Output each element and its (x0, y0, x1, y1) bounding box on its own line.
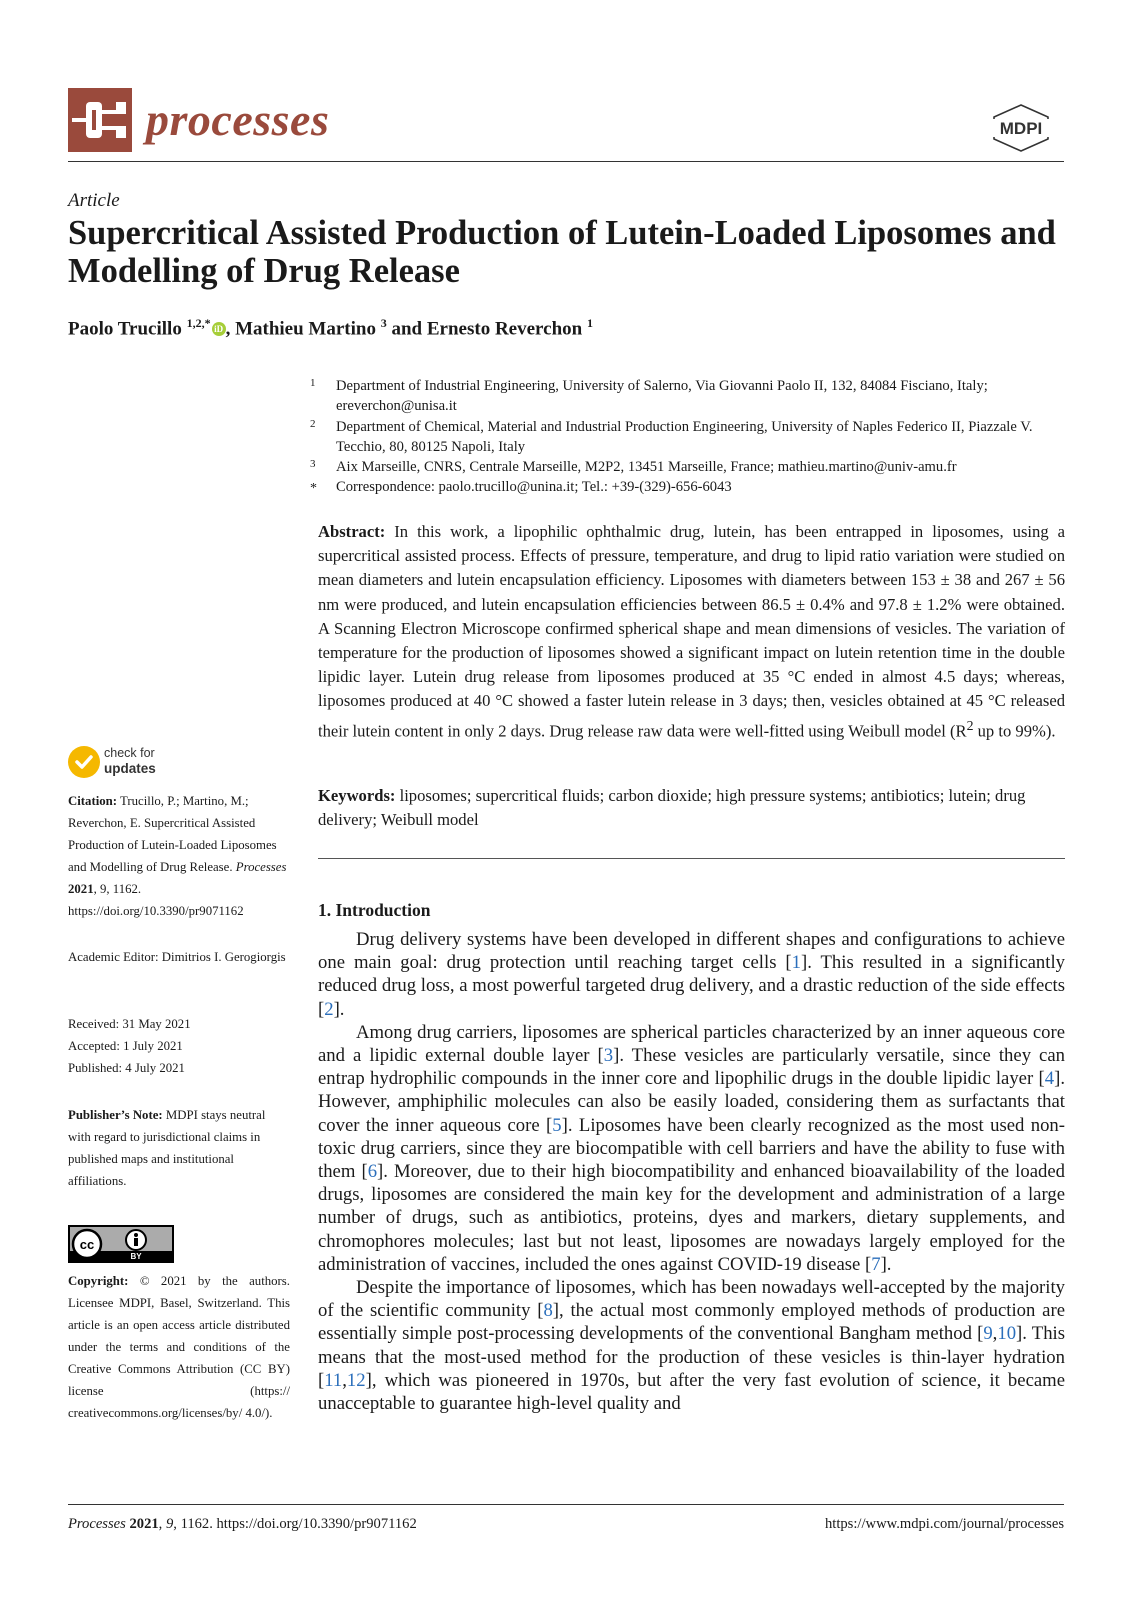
author-name: Ernesto Reverchon (426, 318, 583, 340)
intro-text: ]. These vesicles are particularly versatile, since they can entrap hydrophilic compounds in the inner core and lipophilic drugs in the double lipidic layer [ (318, 1045, 1065, 1090)
reference-link[interactable]: 4 (1044, 1068, 1055, 1090)
publisher-note-label: Publisher’s Note: (68, 1108, 163, 1122)
svg-text:cc: cc (79, 1237, 95, 1252)
reference-link[interactable]: 3 (603, 1045, 614, 1067)
keywords-label: Keywords: (318, 786, 396, 805)
date-received: Received: 31 May 2021 (68, 1017, 191, 1031)
citation-doi[interactable]: , 9, 1162. https://doi.org/10.3390/pr9071162 (68, 882, 244, 918)
check-updates-line1: check for (104, 746, 155, 760)
footer-year: 2021 (129, 1516, 159, 1532)
copyright-text: © 2021 by the authors. Licensee MDPI, Basel, Switzerland. This article is an open access article distributed under the terms and conditions of the Creative Commons Attribution (CC BY) license (https:// creativecommons.org/licenses/by/ 4.0/). (68, 1274, 290, 1420)
affiliation-text: Department of Chemical, Material and Industrial Production Engineering, University of Naples Federico II, Piazzale V. Tecchio, 80, 80125 Napoli, Italy (336, 418, 1033, 455)
keywords-text: liposomes; supercritical fluids; carbon dioxide; high pressure systems; antibiotics; lutein; drug delivery; Weibull model (318, 786, 1026, 830)
abstract-text: In this work, a lipophilic ophthalmic drug, lutein, has been entrapped in liposomes, using a supercritical assisted process. Effects of pressure, temperature, and drug to lipid ratio variation were studied on mean diameters and lutein encapsulation efficiency. Liposomes with diameters between 153 ± 38 and 267 ± 56 nm were produced, and lutein encapsulation efficiencies between 86.5 ± 0.4% and 97.8 ± 1.2% were obtained. A Scanning Electron Microscope confirmed spherical shape and mean dimensions of vesicles. The variation of temperature for the production of liposomes showed a significant impact on lutein retention time in the double lipidic layer. Lutein drug release from liposomes produced at 35 °C ended in almost 4.5 days; whereas, liposomes produced at 40 °C showed a faster lutein release in 3 days; then, vesicles obtained at 45 °C released their lutein content in only 2 days. Drug release raw data were well-fitted using Weibull model (R (318, 522, 1065, 741)
author-separator: , (225, 318, 236, 340)
reference-link[interactable]: 1 (791, 952, 801, 974)
dates-block (68, 1013, 290, 1079)
abstract (318, 520, 1065, 743)
author-name: Paolo Trucillo (68, 318, 182, 340)
author-affiliation: 1 (586, 316, 593, 330)
academic-editor: Academic Editor: Dimitrios I. Gerogiorgis (68, 950, 286, 964)
intro-text: ]. Liposomes have been clearly recognized as the most used non-toxic drug carriers, since they are biocompatible with cell barriers and have the ability to fuse with them [ (318, 1114, 1066, 1183)
intro-paragraph (318, 928, 1065, 1021)
citation-label: Citation: (68, 794, 118, 808)
keywords (318, 784, 1065, 832)
header-rule (68, 161, 1064, 162)
article-type: Article (68, 190, 120, 211)
footer-journal: Processes (68, 1516, 126, 1532)
section-heading: 1. Introduction (318, 900, 431, 920)
citation-block (68, 790, 290, 922)
intro-text: Despite the importance of liposomes, which has been nowadays well-accepted by the majority of the scientific community [ (318, 1277, 1065, 1322)
journal-name: processes (146, 94, 330, 145)
citation-journal: Processes (235, 860, 287, 874)
author-name: Mathieu Martino (235, 318, 376, 340)
reference-link[interactable]: 8 (543, 1300, 553, 1322)
affiliation-item (310, 477, 1065, 497)
affiliation-mark: 3 (310, 458, 316, 471)
reference-link[interactable]: 7 (871, 1253, 881, 1275)
introduction-body (318, 928, 1065, 1415)
reference-link[interactable]: 2 (324, 998, 334, 1020)
abstract-text-end: up to 99%). (973, 721, 1056, 741)
publisher-note-text: MDPI stays neutral with regard to jurisdictional claims in published maps and institutional affiliations. (68, 1108, 266, 1188)
correspondence-text: Correspondence: paolo.trucillo@unina.it; Tel.: +39-(329)-656-6043 (336, 479, 732, 496)
citation-year: 2021 (68, 882, 94, 896)
intro-text: ]. This means that the most-used method for the production of these vesicles is thin-layer hydration [ (318, 1323, 1066, 1391)
orcid-icon[interactable]: iD (212, 322, 226, 336)
intro-paragraph (318, 1021, 1065, 1276)
intro-text: , (342, 1369, 347, 1391)
footer-volume: 9 (165, 1516, 174, 1532)
affiliation-mark: * (310, 481, 317, 497)
citation-text: Trucillo, P.; Martino, M.; Reverchon, E. Supercritical Assisted Production of Lutein-Loaded Liposomes and Modelling of Drug Release. (68, 794, 277, 874)
reference-link[interactable]: 10 (997, 1323, 1017, 1345)
intro-text: ], which was pioneered in 1970s, but after the very fast evolution of science, it became unacceptable to guarantee high-level quality and (318, 1369, 1065, 1415)
journal-logo-icon (68, 88, 132, 152)
intro-text: ]. (880, 1253, 892, 1275)
reference-link[interactable]: 11 (324, 1369, 343, 1391)
author-list (68, 316, 593, 340)
date-published: Published: 4 July 2021 (68, 1061, 185, 1075)
mdpi-logo-text: MDPI (999, 119, 1043, 138)
intro-text: ]. (333, 998, 345, 1020)
affiliation-item (310, 376, 1065, 417)
footer-citation: Processes 2021, 9, 1162. https://doi.org/10.3390/pr9071162 (68, 1516, 417, 1532)
affiliation-item (310, 457, 1065, 477)
abstract-superscript: 2 (966, 717, 974, 733)
cc-by-license-badge[interactable] (68, 1225, 174, 1263)
footer-journal-url[interactable]: https://www.mdpi.com/journal/processes (824, 1516, 1064, 1532)
footer-doi[interactable]: , 1162. https://doi.org/10.3390/pr9071162 (173, 1516, 417, 1532)
copyright-block (68, 1270, 290, 1424)
check-updates-line2: updates (104, 761, 156, 776)
affiliation-mark: 2 (310, 417, 316, 430)
intro-text: ]. However, amphiphilic molecules can also be easily loaded, considering them as surfactants that cover the inner aqueous core [ (318, 1068, 1065, 1136)
intro-text: ]. Moreover, due to their high biocompatibility and enhanced bioavailability of the loaded drugs, liposomes are considered the main key for the development and administration of a large number of drugs, such as antibiotics, proteins, dyes and markers, dietary supplements, and chromophores molecules; last but not least, liposomes are nowadays largely employed for the administration of vaccines, included the ones against COVID-19 disease [ (318, 1161, 1065, 1275)
reference-link[interactable]: 6 (367, 1161, 378, 1183)
abstract-rule (318, 858, 1065, 859)
affiliations (310, 376, 1065, 498)
mdpi-logo (990, 103, 1052, 153)
reference-link[interactable]: 5 (552, 1114, 562, 1136)
footer-rule (68, 1504, 1064, 1505)
author-and: and (386, 318, 427, 340)
affiliation-text: Aix Marseille, CNRS, Centrale Marseille, M2P2, 13451 Marseille, France; mathieu.martino@univ-amu.fr (336, 459, 957, 476)
check-updates-icon (68, 746, 100, 778)
abstract-label: Abstract: (318, 522, 386, 541)
reference-link[interactable]: 9 (983, 1323, 993, 1345)
intro-text: Among drug carriers, liposomes are spherical particles characterized by an inner aqueous core and a lipidic external double layer [ (318, 1021, 1065, 1067)
intro-text: ]. This resulted in a significantly reduced drug loss, a most powerful targeted drug delivery, and a drastic reduction of the side effects [ (318, 952, 1065, 1020)
copyright-label: Copyright: (68, 1274, 129, 1288)
intro-paragraph (318, 1276, 1065, 1415)
intro-text: ], the actual most commonly employed methods of production are essentially simple post-processing developments of the conventional Bangham method [ (318, 1300, 1065, 1345)
affiliation-mark: 1 (310, 377, 316, 389)
cc-by-label: BY (130, 1252, 142, 1261)
affiliation-item (310, 417, 1065, 458)
publisher-note (68, 1104, 290, 1192)
author-affiliation: 3 (380, 316, 387, 330)
affiliation-text: Department of Industrial Engineering, University of Salerno, Via Giovanni Paolo II, 132, 84084 Fisciano, Italy; ereverchon@unisa.it (336, 378, 988, 415)
check-updates-label (104, 746, 156, 777)
reference-link[interactable]: 12 (346, 1369, 366, 1391)
intro-text: Drug delivery systems have been developed in different shapes and configurations to achieve one main goal: drug protection until reaching target cells [ (318, 929, 1065, 974)
article-title: Supercritical Assisted Production of Lutein-Loaded Liposomes and Modelling of Drug Release (68, 214, 1056, 290)
author-affiliation: 1,2,* (186, 316, 211, 330)
intro-text: , (992, 1323, 998, 1345)
date-accepted: Accepted: 1 July 2021 (68, 1039, 183, 1053)
